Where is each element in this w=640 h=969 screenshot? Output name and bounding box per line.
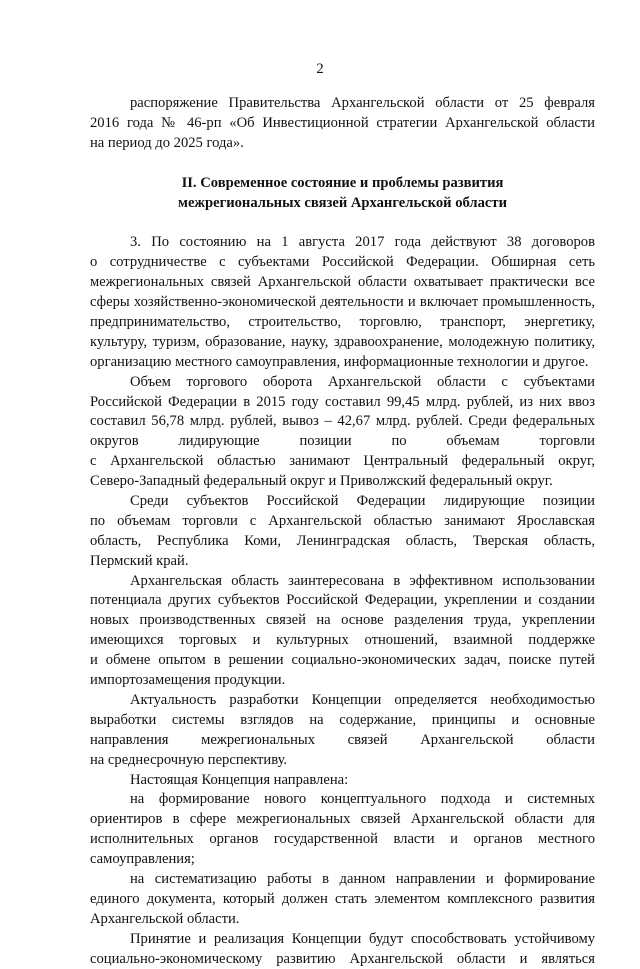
text-line: на систематизацию работы в данном направлении и формирование bbox=[130, 870, 595, 887]
text-line: новых производственных связей на основе разделения труда, укреплении bbox=[90, 612, 595, 629]
text-line: выработки системы взглядов на содержание, принципы и основные bbox=[90, 711, 595, 728]
text-line: и обмене опытом в решении социально-экономических задач, поиске путей bbox=[90, 652, 595, 669]
text-line: Северо-Западный федеральный округ и Приволжский федеральный округ. bbox=[90, 473, 553, 490]
text-line: единого документа, который должен стать элементом комплексного развития bbox=[90, 890, 595, 907]
intro-paragraph bbox=[90, 94, 595, 154]
text-line: 2016 года № 46-рп «Об Инвестиционной стратегии Архангельской области bbox=[90, 114, 595, 131]
text-line: Актуальность разработки Концепции определяется необходимостью bbox=[130, 691, 595, 708]
section-heading bbox=[90, 174, 595, 214]
text-line: потенциала других субъектов Российской Федерации, укреплении и создании bbox=[90, 592, 595, 609]
text-line: с Архангельской областью занимают Центральный федеральный округ, bbox=[90, 453, 595, 470]
paragraph-relevance bbox=[90, 691, 595, 771]
text-line: культуру, туризм, образование, науку, здравоохранение, молодежную политику, bbox=[90, 333, 595, 350]
heading-line: II. Современное состояние и проблемы развития bbox=[181, 174, 504, 191]
text-line: сферы хозяйственно-экономической деятельности и включает промышленность, bbox=[90, 294, 595, 311]
text-line: Российской Федерации в 2015 году составил 99,45 млрд. рублей, из них ввоз bbox=[90, 393, 595, 410]
text-line: о сотрудничестве с субъектами Российской Федерации. Обширная сеть bbox=[90, 254, 595, 271]
text-line: социально-экономическому развитию Архангельской области и являться bbox=[90, 950, 595, 967]
text-line: на период до 2025 года». bbox=[90, 134, 244, 151]
paragraph-aim-1 bbox=[90, 790, 595, 870]
text-line: имеющихся торговых и культурных отношений, взаимной поддержке bbox=[90, 632, 595, 649]
text-line: на формирование нового концептуального подхода и системных bbox=[130, 791, 595, 808]
text-line: самоуправления; bbox=[90, 851, 195, 868]
text-line: на среднесрочную перспективу. bbox=[90, 751, 288, 768]
text-line: межрегиональных связей Архангельской области охватывает практически все bbox=[90, 274, 595, 291]
paragraph-leading-subjects bbox=[90, 492, 595, 572]
text-line: составил 56,78 млрд. рублей, вывоз – 42,67 млрд. рублей. Среди федеральных bbox=[90, 413, 595, 430]
paragraph-trade-volume bbox=[90, 373, 595, 492]
text-line: Среди субъектов Российской Федерации лидирующие позиции bbox=[130, 493, 595, 510]
text-line: распоряжение Правительства Архангельской области от 25 февраля bbox=[130, 95, 595, 111]
heading-line: межрегиональных связей Архангельской области bbox=[178, 194, 507, 211]
paragraph-3 bbox=[90, 233, 595, 372]
text-line: исполнительных органов государственной власти и органов местного bbox=[90, 831, 595, 848]
text-line: Архангельская область заинтересована в эффективном использовании bbox=[130, 572, 595, 589]
document-body bbox=[90, 94, 595, 969]
text-line: Архангельской области. bbox=[90, 910, 240, 927]
paragraph-concept-aim bbox=[90, 771, 595, 791]
text-line: Настоящая Концепция направлена: bbox=[130, 771, 349, 788]
paragraph-interest bbox=[90, 572, 595, 691]
text-line: направления межрегиональных связей Архангельской области bbox=[90, 731, 595, 748]
text-line: по объемам торговли с Архангельской областью занимают Ярославская bbox=[90, 512, 595, 529]
page-number: 2 bbox=[316, 61, 324, 77]
text-line: организацию местного самоуправления, информационные технологии и другое. bbox=[90, 353, 589, 370]
text-line: предпринимательство, строительство, торговлю, транспорт, энергетику, bbox=[90, 314, 595, 331]
text-line: импортозамещения продукции. bbox=[90, 672, 286, 689]
text-line: Пермский край. bbox=[90, 552, 189, 569]
paragraph-adoption bbox=[90, 930, 595, 969]
text-line: округов лидирующие позиции по объемам торговли bbox=[90, 433, 595, 450]
paragraph-aim-2 bbox=[90, 870, 595, 930]
text-line: область, Республика Коми, Ленинградская область, Тверская область, bbox=[90, 532, 595, 549]
text-line: ориентиров в сфере межрегиональных связей Архангельской области для bbox=[90, 811, 595, 828]
text-line: 3. По состоянию на 1 августа 2017 года действуют 38 договоров bbox=[130, 234, 595, 251]
text-line: Принятие и реализация Концепции будут способствовать устойчивому bbox=[130, 930, 595, 947]
text-line: Объем торгового оборота Архангельской области с субъектами bbox=[130, 373, 595, 390]
